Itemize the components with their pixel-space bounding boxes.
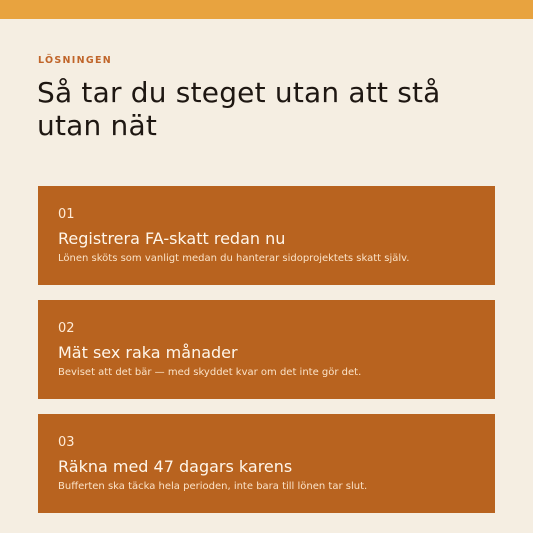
- top-accent-bar: [0, 0, 533, 19]
- step-description: Beviset att det bär — med skyddet kvar om det inte gör det.: [58, 367, 362, 378]
- step-number: 02: [58, 321, 75, 336]
- step-heading: Mät sex raka månader: [58, 343, 238, 362]
- step-number: 01: [58, 207, 75, 222]
- step-heading: Registrera FA-skatt redan nu: [58, 229, 286, 248]
- step-card-1: [38, 186, 495, 285]
- step-card-2: [38, 300, 495, 399]
- step-number: 03: [58, 435, 75, 450]
- step-card-3: [38, 414, 495, 513]
- step-description: Bufferten ska täcka hela perioden, inte bara till lönen tar slut.: [58, 481, 368, 492]
- step-description: Lönen sköts som vanligt medan du hanterar sidoprojektets skatt själv.: [58, 253, 410, 264]
- step-heading: Räkna med 47 dagars karens: [58, 457, 293, 476]
- section-eyebrow: LÖSNINGEN: [38, 55, 113, 66]
- page-title: Så tar du steget utan att stå utan nät: [37, 76, 441, 142]
